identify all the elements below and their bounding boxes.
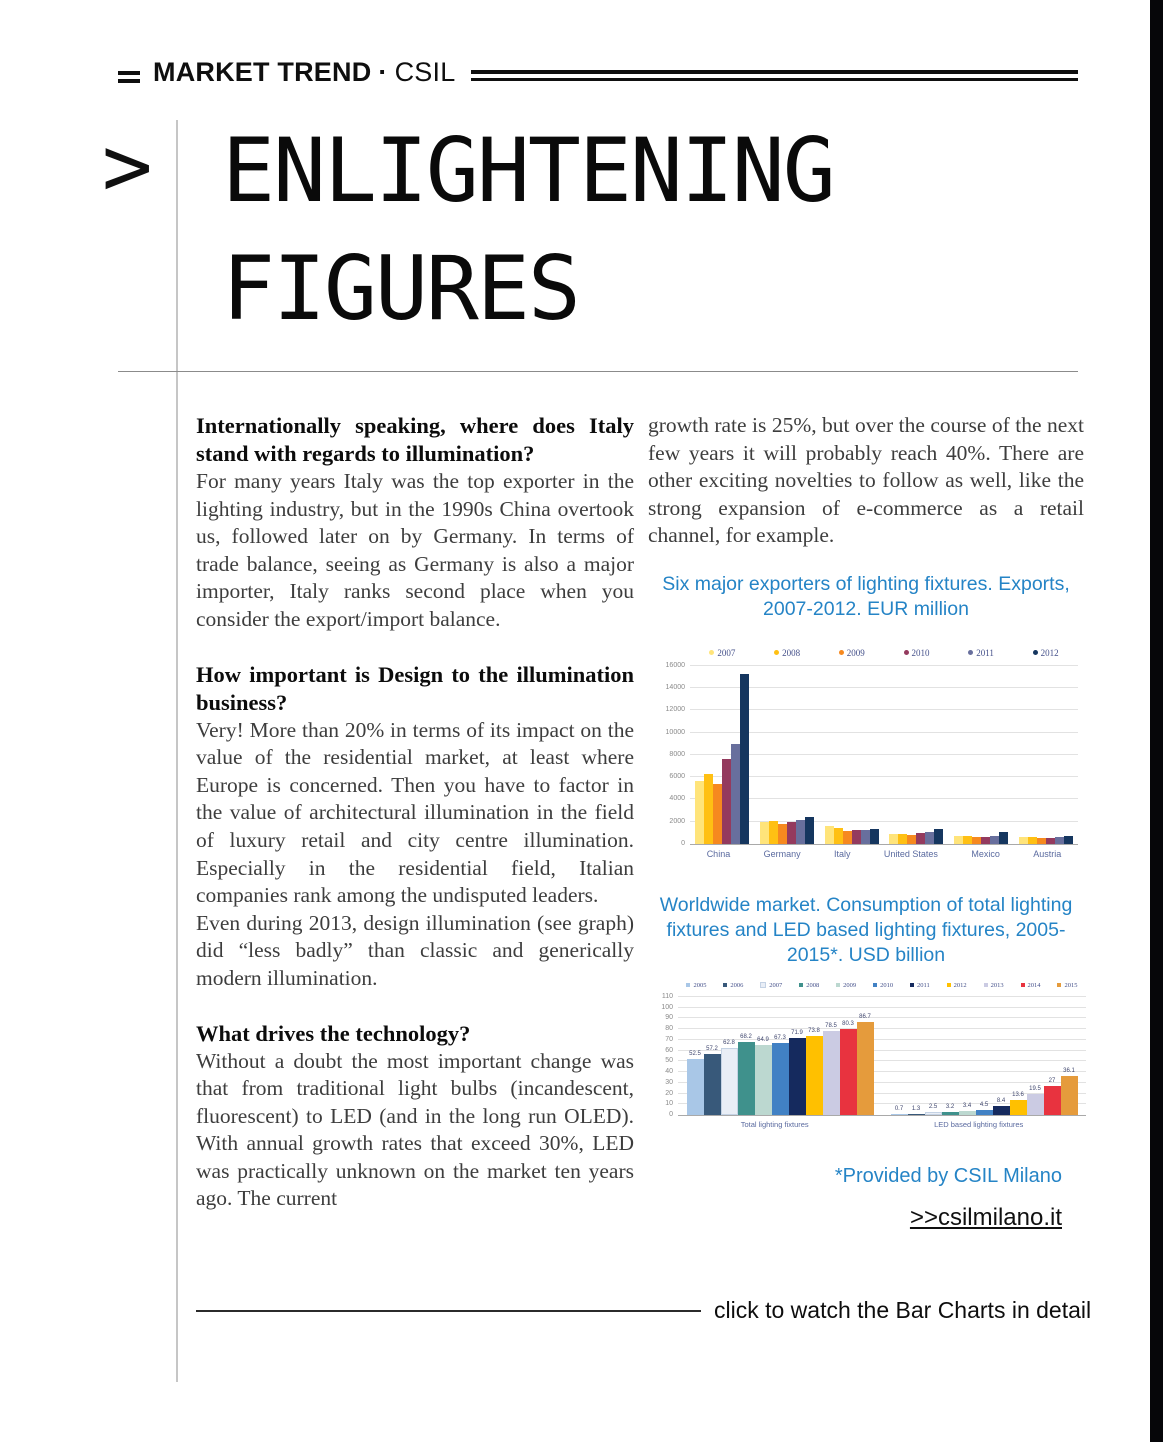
y-axis-tick: 20 [665,1089,673,1097]
footer [196,1297,1091,1324]
bar [898,834,907,844]
bar [1064,836,1073,844]
bar [857,1022,874,1115]
legend-label: 2006 [730,981,744,989]
legend-marker-icon [799,983,803,987]
x-axis-label: Austria [1033,848,1062,859]
bar [1037,838,1046,844]
bar [721,1048,738,1115]
legend-item [1033,648,1059,658]
legend-label: 2011 [976,647,994,658]
section-heading: How important is Design to the illumination business? [196,661,634,715]
bar [769,821,778,844]
y-axis-tick: 16000 [665,661,685,669]
data-label: 57.2 [706,1045,718,1052]
bar-group [954,832,1008,844]
legend-item [799,982,819,989]
data-label: 64.9 [757,1037,769,1044]
bar [731,744,740,844]
y-axis-tick: 90 [665,1014,673,1022]
bar [738,1042,755,1115]
section-paragraph: growth rate is 25%, but over the course of the next few years it will probably reach 40%. There are other exciting novelties to follow as well, like the strong expansion of e-commerce as a retail channel, for example. [648,413,1084,548]
data-label: 52.5 [689,1050,701,1057]
legend-item [873,982,893,989]
x-axis-label: Total lighting fixtures [740,1119,809,1129]
legend-label: 2010 [880,981,894,989]
legend-item [1057,982,1077,989]
data-label: 62.8 [723,1039,735,1046]
x-axis-label: Italy [834,848,851,859]
legend-marker-icon [984,983,988,987]
legend-marker-icon [1021,983,1025,987]
bar [1044,1086,1061,1115]
legend-label: 2009 [843,981,857,989]
page-edge-band [1150,0,1163,1442]
legend-label: 2013 [990,981,1004,989]
legend-item [760,982,782,989]
data-label: 27 [1048,1078,1056,1085]
y-axis-tick: 80 [665,1025,673,1033]
data-label: 0.7 [894,1106,904,1113]
y-axis-tick: 40 [665,1068,673,1076]
y-axis-tick: 0 [681,839,685,847]
bar-group [891,1068,1078,1115]
bar [925,832,934,844]
bar [1010,1100,1027,1115]
legend-item [1021,982,1041,989]
data-label: 3.2 [945,1103,955,1110]
legend-label: 2012 [1040,647,1059,658]
page-header [118,57,1078,88]
bar [908,1114,925,1115]
data-label: 2.5 [928,1104,938,1111]
legend-marker-icon [774,650,779,655]
bar [870,829,879,844]
bar [722,759,731,844]
plot-area [665,661,1078,847]
data-label: 67.3 [774,1034,786,1041]
left-column [196,412,634,1213]
legend-marker-icon [968,650,973,655]
legend-marker-icon [836,983,840,987]
y-axis-tick: 50 [665,1057,673,1065]
bar [934,829,943,844]
bar [760,822,769,844]
legend-marker-icon [947,983,951,987]
legend-marker-icon [904,650,909,655]
article-section [196,412,634,634]
data-label: 13.6 [1012,1092,1024,1099]
data-label: 8.4 [996,1097,1006,1104]
legend-item [839,648,865,658]
y-axis-tick: 4000 [669,795,685,803]
x-axis-label: China [706,848,731,859]
figure2-caption: Worldwide market. Consumption of total lighting fixtures and LED based lighting fixtures, 2005-2015*. USD billion [659,893,1073,966]
plot-area [661,992,1086,1118]
footer-rule [196,1310,701,1312]
x-axis-label: United States [883,848,938,859]
bar [993,1106,1010,1115]
x-axis-label: Germany [763,848,801,859]
x-axis-label: Mexico [971,848,1000,859]
bar [825,826,834,844]
bar [843,831,852,844]
legend-marker-icon [910,983,914,987]
chart-legend [678,982,1086,989]
page-title-line2: FIGURES [222,237,579,340]
y-axis-tick: 0 [669,1110,673,1118]
chart-credit: *Provided by CSIL Milano [834,1164,1062,1187]
chevron-right-icon: > [102,117,153,215]
legend-marker-icon [873,983,877,987]
legend-item [774,648,800,658]
chart-legend [690,648,1078,658]
bar [695,781,704,844]
bar [976,1110,993,1115]
y-axis-tick: 8000 [669,750,685,758]
bar [954,836,963,844]
bar [852,830,861,844]
double-rule [471,70,1078,81]
bar [942,1112,959,1115]
bar [889,834,898,844]
right-column [648,412,1084,1232]
figure1-caption: Six major exporters of lighting fixtures. Exports, 2007-2012. EUR million [662,572,1070,620]
bar [972,837,981,844]
legend-label: 2015 [1064,981,1078,989]
legend-marker-icon [1033,650,1038,655]
data-label: 1.3 [911,1105,921,1112]
data-label: 68.2 [740,1033,752,1040]
bar [806,1036,823,1115]
section-heading: Internationally speaking, where does Italy stand with regards to illumination? [196,413,634,466]
y-axis-tick: 12000 [665,706,685,714]
article-section [196,1020,634,1214]
bar [740,674,749,844]
legend-marker-icon [760,982,766,988]
exports-bar-chart[interactable] [660,648,1078,859]
bar [1019,837,1028,844]
bar [704,1054,721,1115]
data-label: 4.5 [979,1102,989,1109]
kicker-separator: · [378,57,388,87]
bar [755,1045,772,1115]
section-paragraph: For many years Italy was the top exporter in the lighting industry, but in the 1990s China overtook us, followed later on by Germany. In terms of trade balance, seeing as Germany is also a major importer, Italy ranks second place when you consider the export/import balance. [196,469,634,631]
bar [772,1043,789,1115]
bar [1028,837,1037,844]
bar [999,832,1008,844]
bar [959,1111,976,1115]
section-heading: What drives the technology? [196,1020,471,1046]
legend-item [836,982,856,989]
bar [1046,838,1055,844]
data-label: 78.5 [825,1022,837,1029]
bar [861,830,870,844]
data-label: 19.5 [1029,1086,1041,1093]
footer-cta: click to watch the Bar Charts in detail [714,1297,1092,1323]
bar [1061,1076,1078,1115]
legend-marker-icon [686,983,690,987]
article-section [196,661,634,993]
legend-marker-icon [839,650,844,655]
legend-marker-icon [723,983,727,987]
data-label: 73.8 [808,1027,820,1034]
bar [1027,1094,1044,1115]
y-axis-tick: 6000 [669,773,685,781]
data-label: 80.3 [842,1020,854,1027]
bar [963,836,972,844]
bar [789,1038,806,1115]
legend-label: 2012 [953,981,967,989]
section-paragraph: Without a doubt the most important change was that from traditional light bulbs (incandescent, fluorescent) to LED (and in the long run OLED). With annual growth rates that exceed 30%, LED was practically unknown on the market ten years ago. The current [196,1048,634,1211]
y-axis-tick: 10 [665,1100,673,1108]
legend-item [723,982,743,989]
page-title-line1: ENLIGHTENING [222,119,834,222]
worldwide-market-bar-chart[interactable] [648,982,1086,1129]
data-label: 86.7 [859,1013,871,1020]
bar [787,822,796,844]
section-paragraph: Even during 2013, design illumination (see graph) did “less badly” than classic and generically modern illumination. [196,910,634,990]
legend-item [984,982,1004,989]
bar [834,828,843,844]
legend-item [686,982,706,989]
legend-label: 2010 [911,647,930,658]
bar [796,820,805,844]
csilmilano-link[interactable]: >>csilmilano.it [909,1203,1062,1231]
legend-label: 2009 [846,647,865,658]
legend-item [968,648,994,658]
title-divider [118,371,1078,372]
legend-item [910,982,930,989]
bar [990,836,999,844]
bar [687,1059,704,1115]
data-label: 3.4 [962,1103,972,1110]
bar [805,817,814,844]
legend-label: 2014 [1027,981,1041,989]
y-axis-tick: 70 [665,1035,673,1043]
bar [907,835,916,844]
bar-group [889,829,943,844]
legend-label: 2008 [806,981,820,989]
bar-group [695,674,749,844]
bar-group [1019,836,1073,844]
legend-label: 2011 [916,981,930,989]
legend-marker-icon [709,650,714,655]
bar [823,1031,840,1115]
bar [713,784,722,844]
bar [981,837,990,844]
bar [916,833,925,844]
brand-name: CSIL [394,57,456,87]
page-title [222,112,834,348]
section-kicker [153,57,455,88]
bar [891,1114,908,1115]
bar [1055,837,1064,844]
legend-marker-icon [1057,983,1061,987]
bar [704,774,713,844]
legend-item [904,648,930,658]
x-axis-labels [690,845,1078,859]
section-paragraph: Very! More than 20% in terms of its impact on the value of the residential market, at least where Europe is concerned. Then you have to factor in the value of architectural illumination in the field of luxury retail and city centre illumination. Especially in the residential field, Italian companies rank among the undisputed leaders. [196,717,634,908]
kicker-text: MARKET TREND [153,57,372,87]
legend-label: 2005 [693,981,707,989]
equals-mark-icon [118,71,140,83]
bar [778,824,787,844]
data-label: 71.9 [791,1029,803,1036]
legend-label: 2007 [769,981,783,989]
vertical-rule [176,120,178,1382]
y-axis-tick: 10000 [665,728,685,736]
bar-group [687,1014,874,1115]
y-axis-tick: 110 [661,992,673,1000]
site-link-wrap [648,1204,1084,1232]
bar-group [825,826,879,844]
y-axis-tick: 30 [665,1078,673,1086]
legend-item [947,982,967,989]
y-axis-tick: 14000 [665,684,685,692]
legend-label: 2008 [782,647,801,658]
legend-label: 2007 [717,647,736,658]
bar [925,1112,942,1115]
bar-group [760,817,814,844]
y-axis-tick: 2000 [669,817,685,825]
data-label: 36.1 [1063,1068,1075,1075]
legend-item [709,648,735,658]
bar [840,1029,857,1115]
y-axis-tick: 100 [661,1003,673,1011]
x-axis-labels [678,1116,1086,1129]
y-axis-tick: 60 [665,1046,673,1054]
x-axis-label: LED based lighting fixtures [934,1119,1024,1129]
